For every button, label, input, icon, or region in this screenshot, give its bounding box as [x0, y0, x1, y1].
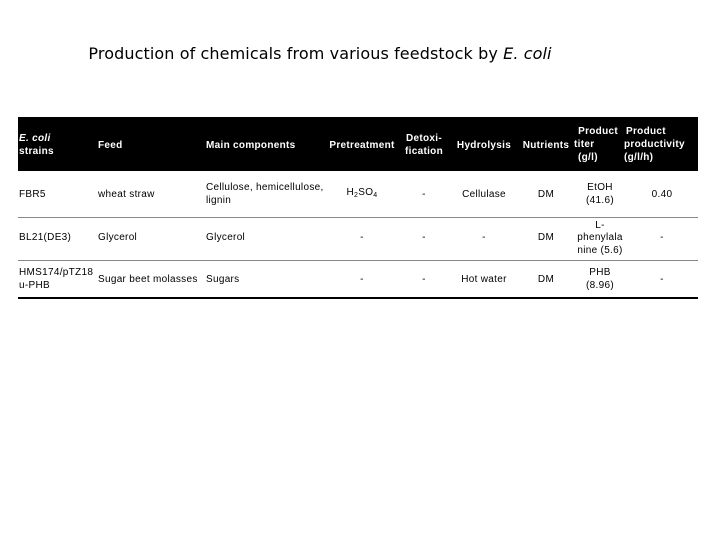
header-nutrients-label: Nutrients [522, 139, 570, 151]
titer-line3: nine (5.6) [577, 245, 623, 256]
cell-hydrolysis [452, 171, 516, 217]
table-bottom-rule [18, 297, 698, 299]
header-strains-italic: E. coli [19, 133, 51, 144]
header-nutrients [518, 125, 574, 165]
titer-line2: (41.6) [586, 195, 614, 206]
strain-line1: HMS174/pTZ18 [19, 267, 94, 278]
header-detox-line1: Detoxi- [406, 133, 442, 144]
cell-detox [398, 261, 450, 297]
formula-sub-2: 2 [354, 192, 359, 199]
hydrolysis-text: Hot water [461, 273, 507, 285]
cell-components [206, 261, 336, 297]
feedstock-table [18, 117, 698, 299]
header-feed [98, 125, 188, 165]
header-product-productivity [624, 121, 698, 167]
formula-sub-4: 4 [373, 192, 378, 199]
cell-components [206, 171, 336, 217]
strain-line2: u-PHB [19, 280, 50, 291]
components-line1: Cellulose, hemicellulose, [206, 182, 324, 193]
cell-productivity [632, 261, 692, 297]
header-prod-line3: (g/l/h) [624, 151, 654, 163]
cell-hydrolysis [452, 261, 516, 297]
cell-productivity [632, 171, 692, 217]
strain-text: BL21(DE3) [19, 231, 72, 243]
cell-detox [398, 218, 450, 256]
cell-titer [574, 261, 626, 297]
productivity-text: - [660, 273, 664, 285]
header-pretreatment [326, 125, 398, 165]
titer-line2: phenylala [577, 232, 623, 243]
cell-strain [19, 218, 95, 256]
header-titer-line1: Product [578, 125, 618, 137]
feed-text: wheat straw [98, 188, 155, 200]
strain-text: FBR5 [19, 188, 46, 200]
feed-text: Sugar beet molasses [98, 273, 198, 285]
title-text: Production of chemicals from various feedstock by [88, 44, 498, 63]
nutrients-text: DM [537, 231, 555, 243]
header-detoxification [398, 125, 450, 165]
header-hydrolysis-label: Hydrolysis [456, 139, 512, 151]
hydrolysis-text: - [482, 231, 486, 243]
cell-feed [98, 261, 206, 297]
formula-so: SO [358, 187, 374, 198]
titer-line2: (8.96) [586, 280, 614, 291]
slide-title [0, 44, 640, 63]
hydrolysis-text: Cellulase [462, 188, 506, 200]
cell-components [206, 218, 336, 256]
components-line1: Sugars [206, 273, 240, 285]
formula-h: H [346, 187, 355, 198]
cell-detox [398, 171, 450, 217]
header-titer-line2: titer [574, 138, 595, 150]
header-pretreatment-label: Pretreatment [329, 139, 395, 151]
productivity-text: - [660, 231, 664, 243]
header-strains-rest: strains [19, 146, 54, 157]
feed-text: Glycerol [98, 231, 138, 243]
detox-text: - [422, 188, 426, 200]
pretreatment-text: - [360, 231, 364, 243]
cell-pretreatment [326, 261, 398, 297]
cell-feed [98, 171, 198, 217]
components-line1: Glycerol [206, 231, 246, 243]
pretreatment-text: - [360, 273, 364, 285]
cell-feed [98, 218, 198, 256]
table-row [18, 261, 698, 297]
header-main-components [206, 125, 326, 165]
table-header [18, 117, 698, 171]
titer-line1: PHB [589, 267, 611, 278]
header-main-components-label: Main components [206, 139, 296, 151]
detox-text: - [422, 231, 426, 243]
cell-titer [574, 171, 626, 217]
nutrients-text: DM [537, 188, 555, 200]
title-organism: E. coli [503, 44, 552, 63]
productivity-text: 0.40 [651, 188, 673, 200]
cell-titer [574, 218, 626, 260]
detox-text: - [422, 273, 426, 285]
titer-line1: L- [595, 220, 605, 231]
cell-productivity [632, 218, 692, 256]
header-detox-line2: fication [405, 146, 443, 157]
cell-strain [19, 261, 97, 297]
pretreatment-formula [347, 186, 378, 202]
header-prod-line1: Product [626, 125, 666, 137]
cell-strain [19, 171, 95, 217]
cell-nutrients [518, 171, 574, 217]
table-row [18, 218, 698, 260]
cell-pretreatment [326, 218, 398, 256]
cell-nutrients [518, 261, 574, 297]
cell-hydrolysis [452, 218, 516, 256]
header-product-titer [574, 121, 618, 167]
header-prod-line2: productivity [624, 138, 685, 150]
cell-nutrients [518, 218, 574, 256]
components-line2: lignin [206, 195, 232, 206]
table-row [18, 171, 698, 217]
header-hydrolysis [452, 125, 516, 165]
header-strains [19, 125, 89, 165]
cell-pretreatment [326, 171, 398, 217]
header-titer-line3: (g/l) [578, 151, 598, 163]
nutrients-text: DM [537, 273, 555, 285]
titer-line1: EtOH [587, 182, 613, 193]
header-feed-label: Feed [98, 139, 123, 151]
